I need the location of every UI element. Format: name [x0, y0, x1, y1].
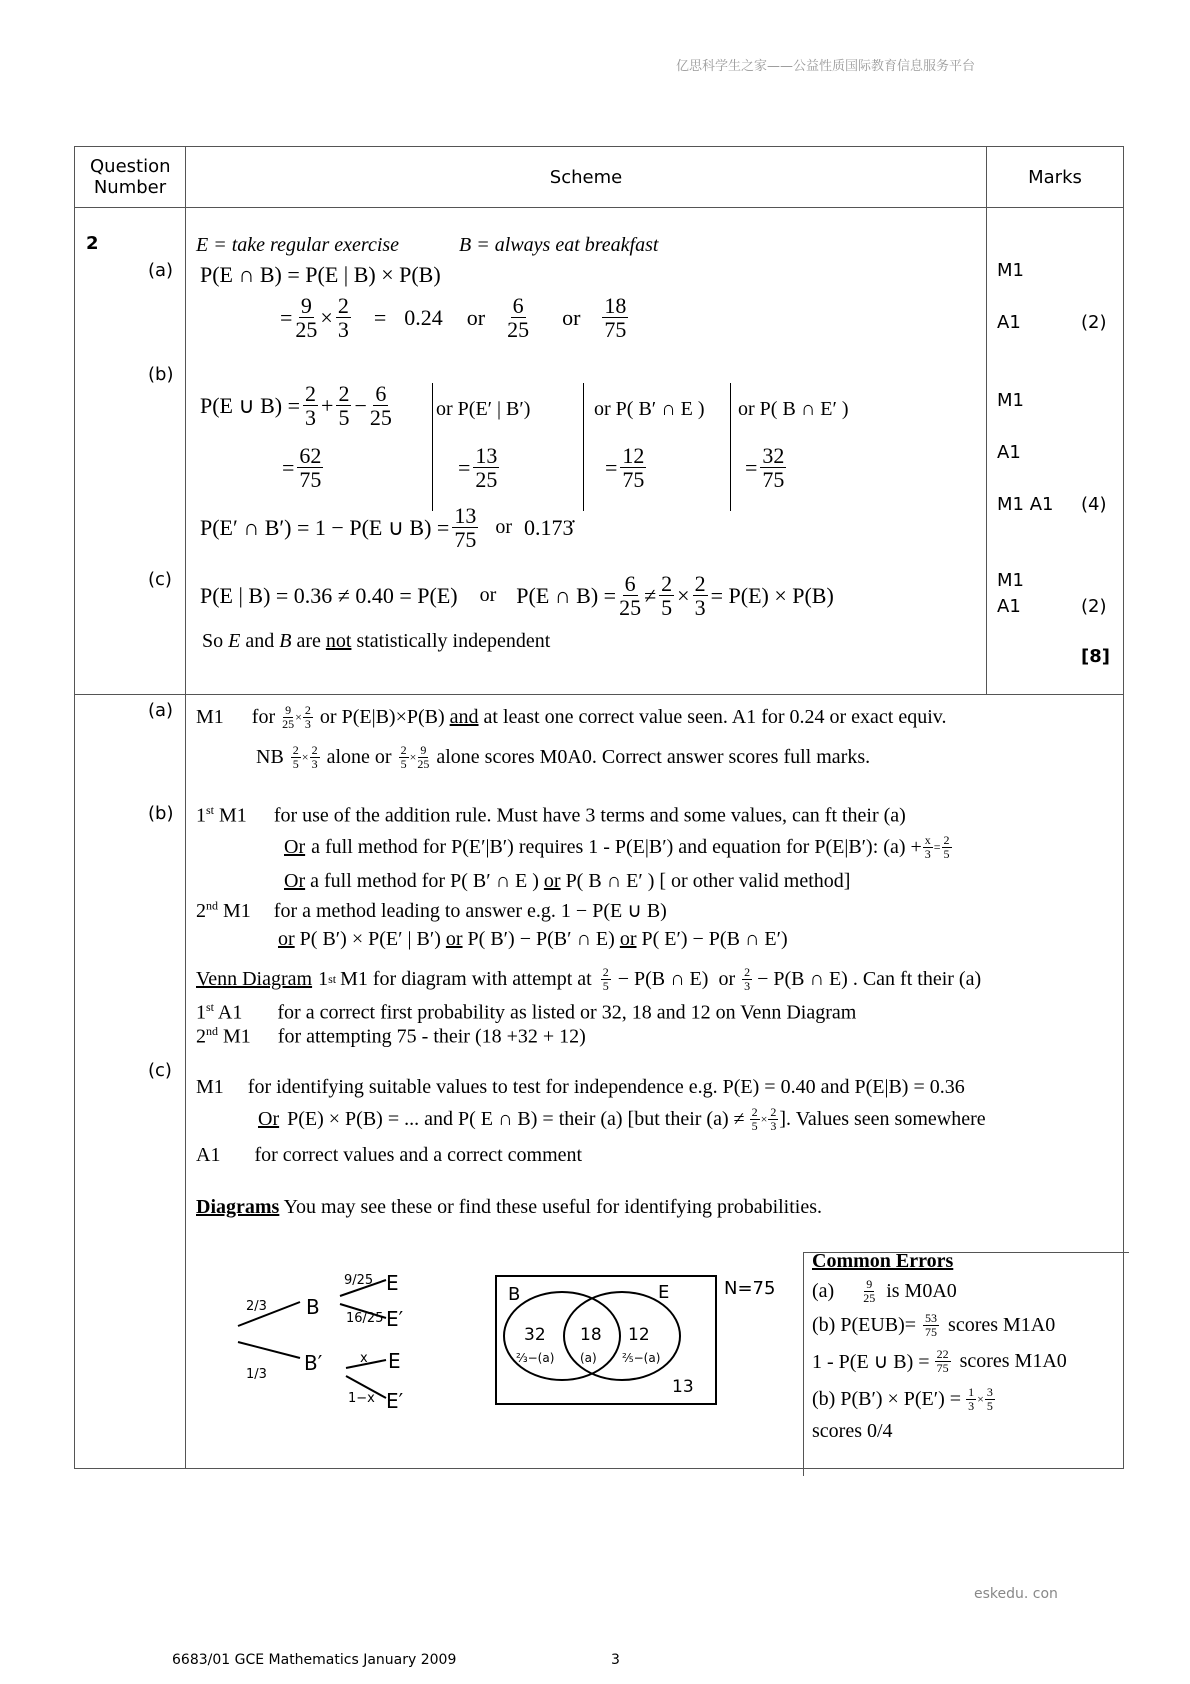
fraction: $\frac{2}{5}$	[338, 381, 350, 431]
a-line2: = $\frac{9}{25}$ × $\frac{2}{3}$ = 0.24 or 6 25 or 18 75	[280, 293, 627, 343]
note-venn: Venn Diagram 1 st M1 for diagram with attempt at $\frac{2}{5}$ − P(B ∩ E) or $\frac{2}{3}$ − P(B ∩ E) . Can ft their (a)	[196, 965, 982, 993]
divider	[583, 383, 584, 511]
fraction: $\frac{62}{75}$	[299, 443, 322, 493]
divider	[432, 383, 433, 511]
ce-row4: (b) P(B′) × P(E′) = 1 3 × 3 5	[812, 1385, 993, 1413]
footer-code: 6683/01 GCE Mathematics January 2009	[172, 1652, 457, 1668]
tree-e1p-prob: 16/25	[346, 1311, 384, 1326]
part-a-label: (a)	[148, 260, 174, 281]
venn-diagram	[492, 1270, 782, 1410]
grand-total: [8]	[1081, 646, 1110, 667]
footer-page: 3	[611, 1652, 620, 1668]
note-a1: M1 for 9 25 × 2 3 or P(E|B)×P(B) and at least one correct value seen. A1 for 0.24 or exact equiv.	[196, 703, 947, 731]
b-result3: = $\frac{12}{75}$	[605, 443, 645, 493]
b-result4: = $\frac{32}{75}$	[745, 443, 785, 493]
ce-row2: (b) P(EUB)= $\frac{53}{75}$ scores M1A0	[812, 1311, 1056, 1339]
part-c-label: (c)	[148, 569, 172, 590]
venn-13: 13	[672, 1377, 694, 1397]
question-number: 2	[86, 233, 99, 254]
c-line1: P(E | B) = 0.36 ≠ 0.40 = P(E) or P(E ∩ B) = $\frac{6}{25}$ ≠ $\frac{2}{5}$ × $\frac{2}{3}$ = P(E) × P(B)	[200, 571, 834, 621]
b-line1: P(E ∪ B) = $\frac{2}{3}$ + $\frac{2}{5}$ − $\frac{6}{25}$	[200, 381, 392, 431]
tree-bp: B′	[304, 1351, 323, 1375]
fraction: $\frac{6}{25}$	[619, 571, 642, 621]
e-definition: E = take regular exercise	[196, 234, 400, 256]
fraction: 6 25	[507, 293, 530, 343]
fraction: $\frac{2}{3}$	[305, 381, 317, 431]
venn-12: 12	[628, 1325, 650, 1345]
branch-bp	[238, 1342, 300, 1358]
venn-sub18: (a)	[580, 1351, 597, 1365]
b-alt2: or P( B′ ∩ E )	[594, 398, 705, 420]
watermark: eskedu. con	[974, 1586, 1058, 1602]
tree-b: B	[306, 1295, 320, 1319]
b-line3: P(E′ ∩ B′) = 1 − P(E ∪ B) = $\frac{13}{75}$ or 0.173̇	[200, 503, 574, 553]
note-c3: A1 for correct values and a correct comment	[196, 1144, 583, 1166]
part-b-label: (b)	[148, 364, 174, 385]
mark-a-m1: M1	[997, 260, 1024, 281]
venn-32: 32	[524, 1325, 546, 1345]
mark-b-a1: A1	[997, 442, 1021, 463]
note-diagrams: Diagrams You may see these or find these useful for identifying probabilities.	[196, 1196, 823, 1218]
fraction: $\frac{6}{25}$	[369, 381, 392, 431]
fraction: 18 75	[604, 293, 627, 343]
b-result1: = $\frac{62}{75}$	[282, 443, 322, 493]
tree-e1: E	[386, 1271, 399, 1295]
notes-part-a-label: (a)	[148, 700, 174, 721]
note-c1: M1 for identifying suitable values to test for independence e.g. P(E) = 0.40 and P(E|B) = 0.36	[196, 1076, 965, 1098]
venn-18: 18	[580, 1325, 602, 1345]
note-b2: Or a full method for P(E′|B′) requires 1 - P(E|B′) and equation for P(E|B′): (a) + $\frac{x}{3}$ = $\frac{2}{5}$	[284, 833, 950, 861]
mark-c-m1: M1	[997, 570, 1024, 591]
note-b5: or P( B′) × P(E′ | B′) or P( B′) − P(B′ ∩ E) or P( E′) − P(B ∩ E′)	[278, 928, 788, 950]
mark-b-total: (4)	[1081, 494, 1107, 515]
b-result2: = $\frac{13}{25}$	[458, 443, 498, 493]
tree-e2: E	[388, 1349, 401, 1373]
note-b3: Or a full method for P( B′ ∩ E ) or P( B ∩ E′ ) [ or other valid method]	[284, 870, 851, 892]
venn-label-e: E	[658, 1282, 670, 1303]
venn-sub12: ⅖−(a)	[622, 1351, 661, 1365]
fraction: $\frac{2}{3}$	[694, 571, 706, 621]
common-errors-title: Common Errors	[812, 1250, 954, 1272]
note-b1: 1st M1 for use of the addition rule. Must have 3 terms and some values, can ft their (a)	[196, 803, 906, 827]
definitions	[196, 234, 658, 257]
divider	[730, 383, 731, 511]
mark-b-m1: M1	[997, 390, 1024, 411]
header-question-number: Question Number	[75, 147, 186, 208]
tree-bp-prob: 1/3	[246, 1367, 267, 1382]
tree-e2p-prob: 1−x	[348, 1391, 375, 1406]
tree-e1-prob: 9/25	[344, 1273, 374, 1288]
fraction: $\frac{32}{75}$	[762, 443, 785, 493]
b-alt1: or P(E′ | B′)	[436, 398, 531, 420]
tree-b-prob: 2/3	[246, 1299, 267, 1314]
ce-row1: (a) $\frac{9}{25}$ is M0A0	[812, 1277, 957, 1305]
fraction: $\frac{13}{25}$	[475, 443, 498, 493]
mark-b-m1a1: M1 A1	[997, 494, 1054, 515]
notes-part-c-label: (c)	[148, 1060, 172, 1081]
a-line1: P(E ∩ B) = P(E | B) × P(B)	[200, 262, 441, 287]
mark-c-a1: A1	[997, 596, 1021, 617]
fraction: $\frac{13}{75}$	[454, 503, 477, 553]
venn-circle-b	[504, 1292, 620, 1380]
fraction: $\frac{9}{25}$	[295, 293, 318, 343]
tree-e1p: E′	[386, 1307, 404, 1331]
fraction: $\frac{2}{3}$	[337, 293, 349, 343]
note-b7: 1st A1 for a correct first probability as listed or 32, 18 and 12 on Venn Diagram	[196, 1000, 857, 1024]
mark-a-a1: A1	[997, 312, 1021, 333]
tree-e2-prob: x	[360, 1351, 368, 1366]
header-marks: Marks	[987, 147, 1124, 208]
tree-e2p: E′	[386, 1389, 404, 1413]
tree-diagram	[236, 1262, 436, 1422]
header-scheme: Scheme	[186, 147, 987, 208]
b-alt3: or P( B ∩ E′ )	[738, 398, 849, 420]
fraction: $\frac{12}{75}$	[622, 443, 645, 493]
venn-label-b: B	[508, 1284, 521, 1305]
venn-n: N=75	[724, 1278, 776, 1299]
ce-row5: scores 0/4	[812, 1420, 893, 1442]
note-b4: 2nd M1 for a method leading to answer e.g. 1 − P(E ∪ B)	[196, 898, 667, 922]
fraction: $\frac{2}{5}$	[661, 571, 673, 621]
note-b8: 2nd M1 for attempting 75 - their (18 +32 + 12)	[196, 1024, 586, 1048]
header-site-text: 亿思科学生之家——公益性质国际教育信息服务平台	[676, 59, 976, 74]
ce-row3: 1 - P(E ∪ B) = $\frac{22}{75}$ scores M1A0	[812, 1347, 1067, 1375]
mark-a-total: (2)	[1081, 312, 1107, 333]
c-line2: So E and B are not statistically independent	[202, 630, 551, 652]
notes-part-b-label: (b)	[148, 803, 174, 824]
note-a2: NB 2 5 × 2 3 alone or 2 5 × 9 25 alone scores M0A0. Correct answer scores full marks.	[256, 743, 871, 771]
venn-sub32: ⅔−(a)	[516, 1351, 555, 1365]
b-definition: B = always eat breakfast	[459, 234, 659, 256]
mark-c-total: (2)	[1081, 596, 1107, 617]
note-c2: Or P(E) × P(B) = ... and P( E ∩ B) = their (a) [but their (a) ≠ 2 5 × 2 3 ]. Values seen somewhere	[258, 1105, 986, 1133]
